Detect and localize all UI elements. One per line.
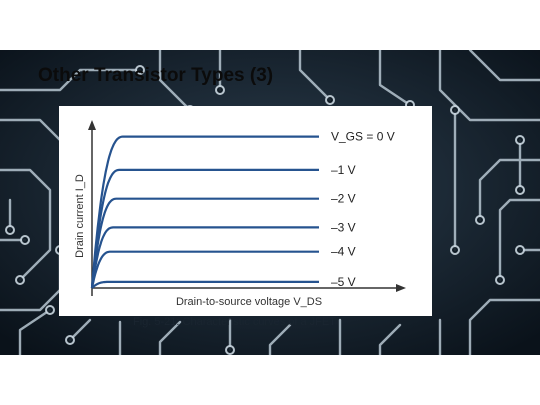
- x-axis-arrow: [396, 284, 406, 292]
- circuit-pad: [496, 276, 504, 284]
- figure-caption: Fig. 5-21: Characteristic curves of a JFET: [133, 316, 336, 328]
- circuit-pad: [21, 236, 29, 244]
- circuit-pad: [326, 96, 334, 104]
- circuit-pad: [46, 306, 54, 314]
- circuit-pad: [476, 216, 484, 224]
- characteristic-curve: [92, 199, 319, 288]
- curve-label: V_GS = 0 V: [331, 129, 395, 144]
- circuit-pad: [451, 246, 459, 254]
- characteristic-curves-chart: [59, 106, 432, 316]
- circuit-pad: [16, 276, 24, 284]
- circuit-pad: [66, 336, 74, 344]
- circuit-pad: [6, 226, 14, 234]
- curve-label: –3 V: [331, 220, 356, 235]
- circuit-pad: [516, 246, 524, 254]
- figure-panel: [59, 106, 432, 316]
- y-axis-label: Drain current I_D: [74, 174, 86, 258]
- characteristic-curve: [92, 227, 319, 288]
- characteristic-curve: [92, 170, 319, 288]
- circuit-pad: [516, 186, 524, 194]
- curve-label: –2 V: [331, 191, 356, 206]
- circuit-pad: [216, 86, 224, 94]
- curve-label: –4 V: [331, 244, 356, 259]
- characteristic-curve: [92, 282, 319, 288]
- circuit-pad: [516, 136, 524, 144]
- curve-label: –5 V: [331, 274, 356, 289]
- circuit-pad: [451, 106, 459, 114]
- characteristic-curve: [92, 137, 319, 288]
- curve-label: –1 V: [331, 162, 356, 177]
- y-axis-arrow: [88, 120, 96, 130]
- x-axis-label: Drain-to-source voltage V_DS: [175, 296, 323, 308]
- circuit-pad: [226, 346, 234, 354]
- slide-title: Other Transistor Types (3): [38, 65, 274, 86]
